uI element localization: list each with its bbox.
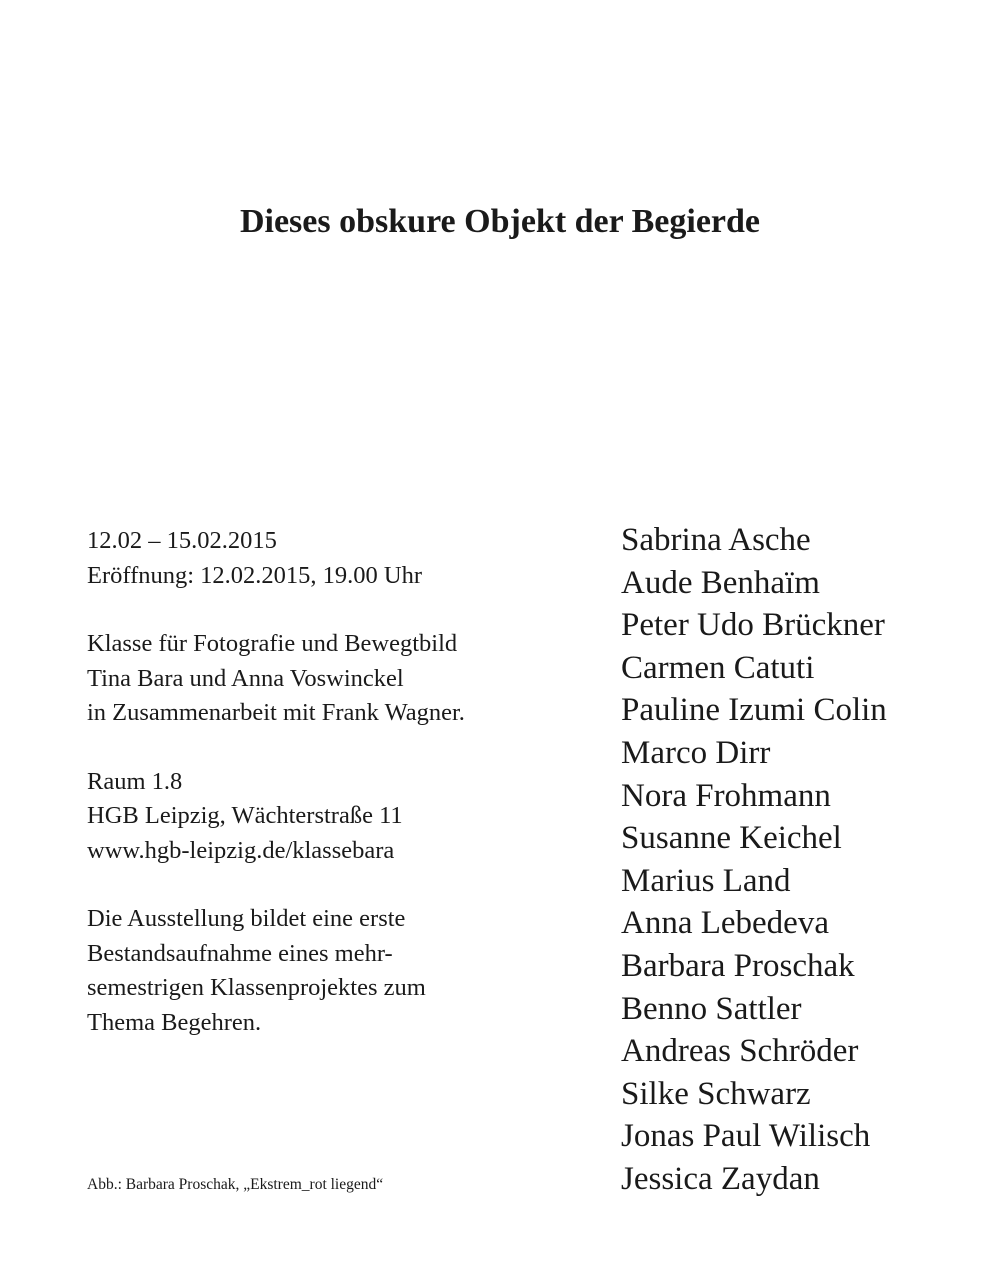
artist-name: Jessica Zaydan [621, 1160, 820, 1197]
website-link[interactable]: www.hgb-leipzig.de/klassebara [87, 836, 395, 864]
artist-name: Susanne Keichel [621, 820, 842, 857]
exhibition-dates: 12.02 – 15.02.2015 [87, 527, 277, 554]
description-line: Thema Begehren. [87, 1008, 262, 1036]
artist-name: Jonas Paul Wilisch [621, 1118, 871, 1155]
artist-name: Marius Land [621, 862, 791, 899]
artist-name: Anna Lebedeva [621, 905, 829, 942]
description-block [87, 902, 587, 1040]
description-line: Bestandsaufnahme eines mehr- [87, 939, 393, 967]
artist-name: Carmen Catuti [621, 649, 815, 686]
artist-name: Barbara Proschak [621, 947, 855, 984]
artist-name: Nora Frohmann [621, 777, 831, 814]
class-teachers: Tina Bara und Anna Voswinckel [87, 664, 404, 692]
opening-date: Eröffnung: 12.02.2015, 19.00 Uhr [87, 561, 423, 589]
image-credit: Abb.: Barbara Proschak, „Ekstrem_rot liegend“ [87, 1176, 384, 1193]
artist-name: Peter Udo Brückner [621, 607, 885, 644]
exhibition-info [87, 524, 587, 1074]
artist-name: Sabrina Asche [621, 522, 811, 558]
class-block [87, 627, 587, 731]
artist-name: Silke Schwarz [621, 1075, 811, 1112]
description-line: Die Ausstellung bildet eine erste [87, 905, 406, 932]
artist-list [621, 519, 991, 1201]
room: Raum 1.8 [87, 767, 183, 795]
exhibition-title: Dieses obskure Objekt der Begierde [239, 203, 761, 240]
description-line: semestrigen Klassenprojektes zum [87, 974, 426, 1001]
location-block [87, 765, 587, 869]
artist-name: Andreas Schröder [621, 1033, 859, 1070]
artist-name: Benno Sattler [621, 990, 802, 1027]
artist-name: Aude Benhaïm [621, 564, 820, 601]
address: HGB Leipzig, Wächterstraße 11 [87, 802, 403, 829]
artist-name: Marco Dirr [621, 734, 771, 771]
class-name: Klasse für Fotografie und Bewegtbild [87, 630, 458, 657]
artist-name: Pauline Izumi Colin [621, 692, 887, 729]
dates-block [87, 524, 587, 593]
class-collaboration: in Zusammenarbeit mit Frank Wagner. [87, 699, 465, 726]
